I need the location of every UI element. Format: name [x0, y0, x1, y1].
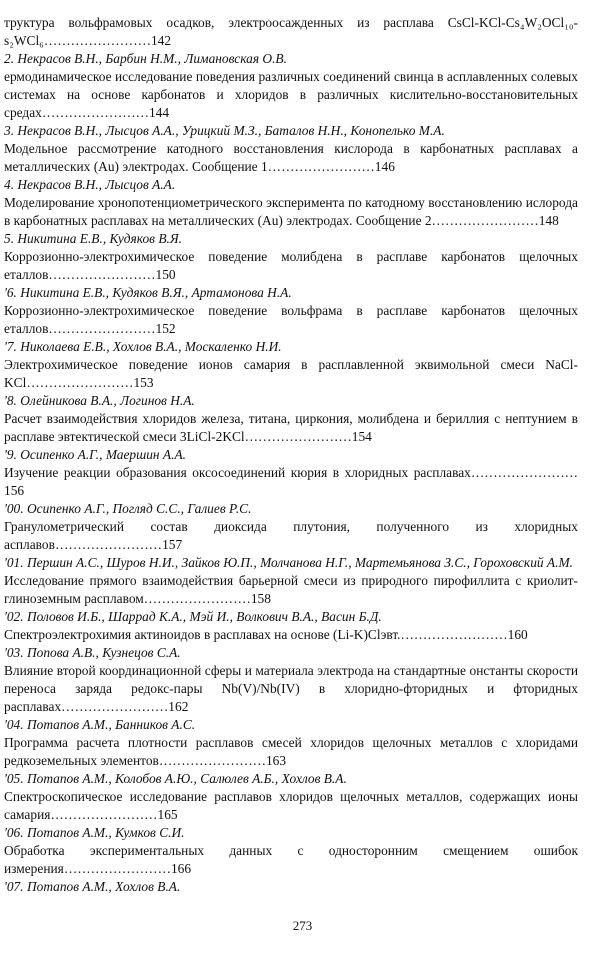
- entry-title: Спектроэлектрохимия актиноидов в расплавах на основе (Li-K)Clэвт.: [4, 627, 401, 642]
- dot-leader: ……………………: [50, 807, 158, 822]
- entry-page-number: 162: [168, 699, 189, 714]
- entry-authors: '03. Попова А.В., Кузнецов С.А.: [4, 645, 181, 660]
- toc-entry: [4, 392, 578, 446]
- toc-entry: [4, 770, 578, 824]
- entry-page-number: 148: [538, 213, 559, 228]
- entry-page-number: 150: [155, 267, 176, 282]
- dot-leader: ……………………: [244, 429, 352, 444]
- entry-title: Исследование прямого взаимодействия барьерной смеси из природного пирофиллита с криолит-глиноземным расплавом: [4, 573, 578, 606]
- entry-title: Гранулометрический состав диоксида плутония, полученного из хлоридных асплавов: [4, 519, 578, 552]
- entry-authors: '9. Осипенко А.Г., Маершин А.А.: [4, 447, 186, 462]
- entry-title: Влияние второй координационной сферы и материала электрода на стандартные онстанты скорости переноса заряда редокс-пары Nb(V)/Nb(IV) в хлоридно-фторидных и фторидных расплавах: [4, 663, 578, 714]
- entry-title: Электрохимическое поведение ионов самария в расплавленной эквимольной смеси NaCl-KCl: [4, 357, 578, 390]
- entry-page-number: 154: [351, 429, 372, 444]
- entry-authors: '8. Олейникова В.А., Логинов Н.А.: [4, 393, 195, 408]
- toc-entry: [4, 50, 578, 122]
- toc-entry: [4, 500, 578, 554]
- toc-entry: [4, 824, 578, 878]
- entry-authors: '04. Потапов А.М., Банников А.С.: [4, 717, 196, 732]
- entry-authors: '02. Половов И.Б., Шаррад К.А., Мэй И., Волкович В.А., Васин Б.Д.: [4, 609, 382, 624]
- entry-authors: 3. Некрасов В.Н., Лысцов А.А., Урицкий М.З., Баталов Н.Н., Конопелько М.А.: [4, 123, 445, 138]
- dot-leader: ……………………: [143, 591, 251, 606]
- toc-entry: [4, 230, 578, 284]
- dot-leader: ……………………: [43, 33, 151, 48]
- entry-title-line: [4, 734, 578, 770]
- entry-title-line: [4, 464, 578, 500]
- entry-title: Расчет взаимодействия хлоридов железа, титана, циркония, молибдена и бериллия с нептунием в расплаве эвтектической смеси 3LiCl-2KCl: [4, 411, 578, 444]
- dot-leader: ……………………: [61, 699, 169, 714]
- dot-leader: ……………………: [41, 105, 149, 120]
- toc-entry: [4, 608, 578, 644]
- entry-page-number: 163: [265, 753, 287, 768]
- entry-authors: '6. Никитина Е.В., Кудяков В.Я., Артамонова Н.А.: [4, 285, 292, 300]
- entry-title-line: [4, 356, 578, 392]
- entry-title: Обработка экспериментальных данных с односторонним смещением ошибок измерения: [4, 843, 578, 876]
- entry-title-line: [4, 302, 578, 338]
- entry-title-line: [4, 842, 578, 878]
- toc-page: [4, 14, 578, 896]
- entry-title: труктура вольфрамовых осадков, электроосажденных из расплава CsCl-KCl-Cs₄W₂OCl₁₀-s₂WCl₆: [4, 15, 578, 48]
- entry-page-number: 142: [150, 33, 172, 48]
- entry-title-line: [4, 248, 578, 284]
- toc-entry: [4, 878, 578, 896]
- entry-title-line: [4, 518, 578, 554]
- entry-title: Программа расчета плотности расплавов смесей хлоридов щелочных металлов с хлоридами редкоземельных элементов: [4, 735, 578, 768]
- page-number: 273: [292, 918, 313, 933]
- dot-leader: ……………………: [48, 267, 156, 282]
- entry-title-line: [4, 572, 578, 608]
- entry-page-number: 165: [157, 807, 178, 822]
- entry-title: Спектроскопическое исследование расплавов хлоридов щелочных металлов, содержащих ионы самария: [4, 789, 578, 822]
- entry-title-line: [4, 662, 578, 716]
- entry-title: ермодинамическое исследование поведения различных соединений свинца в асплавленных солевых системах на основе карбонатов и хлоридов в различных кислительно-восстановительных средах: [4, 69, 578, 120]
- toc-entry: [4, 176, 578, 230]
- entry-authors: 4. Некрасов В.Н., Лысцов А.А.: [4, 177, 176, 192]
- dot-leader: ……………………: [431, 213, 539, 228]
- entry-authors: '7. Николаева Е.В., Хохлов В.А., Москаленко Н.И.: [4, 339, 282, 354]
- dot-leader: ……………………: [267, 159, 375, 174]
- entry-title: Изучение реакции образования оксосоединений кюрия в хлоридных расплавах: [4, 465, 471, 480]
- entry-title-line: [4, 194, 578, 230]
- entry-authors: '07. Потапов А.М., Хохлов В.А.: [4, 879, 181, 894]
- entry-page-number: 156: [4, 483, 25, 498]
- entry-page-number: 158: [250, 591, 271, 606]
- entry-authors: 2. Некрасов В.Н., Барбин Н.М., Лимановская О.В.: [4, 51, 287, 66]
- entry-authors: 5. Никитина Е.В., Кудяков В.Я.: [4, 231, 183, 246]
- entry-title-line: [4, 68, 578, 122]
- toc-entry: [4, 716, 578, 770]
- entry-authors: '01. Першин А.С., Шуров Н.И., Зайков Ю.П., Молчанова Н.Г., Мартемьянова З.С., Гороховский А.М.: [4, 555, 573, 570]
- entry-page-number: 157: [162, 537, 183, 552]
- toc-entry: [4, 446, 578, 500]
- entry-title: Модельное рассмотрение катодного восстановления кислорода в карбонатных расплавах а металлических (Au) электродах. Сообщение 1: [4, 141, 578, 174]
- toc-entry: [4, 554, 578, 608]
- entry-title-line: [4, 14, 578, 50]
- toc-entry: [4, 122, 578, 176]
- toc-entry: [4, 14, 578, 50]
- dot-leader: ……………………: [26, 375, 134, 390]
- dot-leader: ……………………: [63, 861, 171, 876]
- toc-entry: [4, 644, 578, 716]
- entry-authors: '06. Потапов А.М., Кумков С.И.: [4, 825, 185, 840]
- dot-leader: ……………………: [48, 321, 156, 336]
- entry-title-line: [4, 626, 578, 644]
- entry-title-line: [4, 140, 578, 176]
- entry-title: Коррозионно-электрохимическое поведение молибдена в расплаве карбонатов щелочных еталлов: [4, 249, 578, 282]
- toc-entry: [4, 284, 578, 338]
- entry-authors: '00. Осипенко А.Г., Погляд С.С., Галиев Р.С.: [4, 501, 252, 516]
- entry-title-line: [4, 788, 578, 824]
- entry-title: Моделирование хронопотенциометрического эксперимента по катодному восстановлению ислорода в карбонатных расплавах на металлических (Au) электродах. Сообщение 2: [4, 195, 578, 228]
- toc-entry: [4, 338, 578, 392]
- dot-leader: ……………………: [470, 465, 578, 480]
- dot-leader: ……………………: [54, 537, 163, 552]
- dot-leader: ……………………: [158, 753, 266, 768]
- entry-page-number: 146: [374, 159, 395, 174]
- entry-page-number: 144: [148, 105, 170, 120]
- entry-page-number: 160: [507, 627, 528, 642]
- entry-page-number: 153: [133, 375, 154, 390]
- entry-page-number: 152: [155, 321, 176, 336]
- entry-authors: '05. Потапов А.М., Колобов А.Ю., Салюлев А.Б., Хохлов В.А.: [4, 771, 347, 786]
- entry-title: Коррозионно-электрохимическое поведение вольфрама в расплаве карбонатов щелочных еталлов: [4, 303, 578, 336]
- entry-page-number: 166: [170, 861, 192, 876]
- dot-leader: ……………………: [400, 627, 508, 642]
- entry-title-line: [4, 410, 578, 446]
